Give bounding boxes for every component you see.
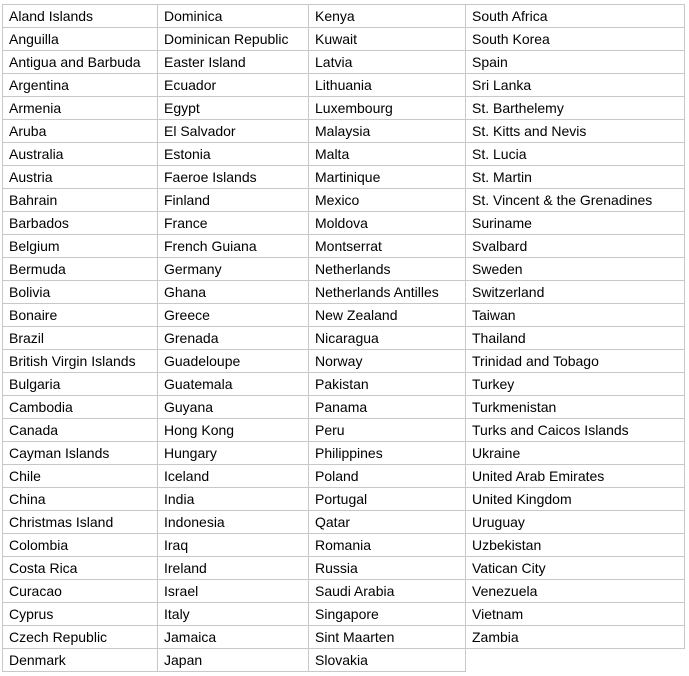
table-row	[3, 649, 685, 672]
country-cell: Ireland	[158, 557, 309, 580]
country-cell: Chile	[3, 465, 158, 488]
country-cell: Peru	[309, 419, 466, 442]
country-cell: Mexico	[309, 189, 466, 212]
table-row	[3, 304, 685, 327]
country-cell: Grenada	[158, 327, 309, 350]
table-row	[3, 534, 685, 557]
table-row	[3, 580, 685, 603]
country-cell: Taiwan	[466, 304, 685, 327]
table-row	[3, 189, 685, 212]
country-cell: Japan	[158, 649, 309, 672]
table-row	[3, 488, 685, 511]
table-row	[3, 5, 685, 28]
country-cell: Belgium	[3, 235, 158, 258]
country-cell: Moldova	[309, 212, 466, 235]
country-cell: Germany	[158, 258, 309, 281]
country-cell: Christmas Island	[3, 511, 158, 534]
country-cell: Bermuda	[3, 258, 158, 281]
country-cell: St. Barthelemy	[466, 97, 685, 120]
country-table-body	[3, 5, 685, 672]
country-cell: Brazil	[3, 327, 158, 350]
table-row	[3, 557, 685, 580]
table-row	[3, 419, 685, 442]
country-cell: Hong Kong	[158, 419, 309, 442]
country-cell: St. Kitts and Nevis	[466, 120, 685, 143]
country-cell: New Zealand	[309, 304, 466, 327]
empty-cell	[466, 649, 685, 672]
country-cell: French Guiana	[158, 235, 309, 258]
country-cell: Trinidad and Tobago	[466, 350, 685, 373]
country-cell: Israel	[158, 580, 309, 603]
country-cell: Iraq	[158, 534, 309, 557]
country-cell: Hungary	[158, 442, 309, 465]
country-cell: South Korea	[466, 28, 685, 51]
country-cell: Pakistan	[309, 373, 466, 396]
country-cell: Italy	[158, 603, 309, 626]
country-cell: Barbados	[3, 212, 158, 235]
country-cell: Cyprus	[3, 603, 158, 626]
country-cell: Faeroe Islands	[158, 166, 309, 189]
country-cell: Easter Island	[158, 51, 309, 74]
country-cell: Bahrain	[3, 189, 158, 212]
table-row	[3, 258, 685, 281]
country-cell: Svalbard	[466, 235, 685, 258]
country-cell: India	[158, 488, 309, 511]
country-cell: Martinique	[309, 166, 466, 189]
country-cell: Turkey	[466, 373, 685, 396]
country-cell: Netherlands	[309, 258, 466, 281]
country-cell: Venezuela	[466, 580, 685, 603]
table-row	[3, 603, 685, 626]
country-cell: Guyana	[158, 396, 309, 419]
country-cell: Indonesia	[158, 511, 309, 534]
country-cell: Finland	[158, 189, 309, 212]
country-cell: Iceland	[158, 465, 309, 488]
country-cell: Ghana	[158, 281, 309, 304]
country-cell: Spain	[466, 51, 685, 74]
country-cell: Romania	[309, 534, 466, 557]
table-row	[3, 626, 685, 649]
country-cell: Canada	[3, 419, 158, 442]
country-cell: Slovakia	[309, 649, 466, 672]
country-cell: Malaysia	[309, 120, 466, 143]
country-cell: Czech Republic	[3, 626, 158, 649]
table-row	[3, 373, 685, 396]
country-cell: Cambodia	[3, 396, 158, 419]
country-cell: South Africa	[466, 5, 685, 28]
country-cell: Anguilla	[3, 28, 158, 51]
country-cell: St. Vincent & the Grenadines	[466, 189, 685, 212]
country-cell: Singapore	[309, 603, 466, 626]
country-cell: Russia	[309, 557, 466, 580]
country-cell: Argentina	[3, 74, 158, 97]
table-row	[3, 327, 685, 350]
country-cell: Philippines	[309, 442, 466, 465]
country-cell: Dominica	[158, 5, 309, 28]
country-cell: Australia	[3, 143, 158, 166]
table-row	[3, 212, 685, 235]
table-row	[3, 396, 685, 419]
country-cell: Ukraine	[466, 442, 685, 465]
table-row	[3, 235, 685, 258]
table-row	[3, 143, 685, 166]
country-cell: United Arab Emirates	[466, 465, 685, 488]
country-cell: Turks and Caicos Islands	[466, 419, 685, 442]
country-cell: Zambia	[466, 626, 685, 649]
table-row	[3, 28, 685, 51]
country-cell: Latvia	[309, 51, 466, 74]
country-cell: Malta	[309, 143, 466, 166]
country-cell: Aruba	[3, 120, 158, 143]
country-cell: St. Lucia	[466, 143, 685, 166]
country-cell: Jamaica	[158, 626, 309, 649]
table-row	[3, 51, 685, 74]
country-cell: Switzerland	[466, 281, 685, 304]
country-cell: France	[158, 212, 309, 235]
country-cell: Cayman Islands	[3, 442, 158, 465]
country-cell: Aland Islands	[3, 5, 158, 28]
country-cell: Luxembourg	[309, 97, 466, 120]
country-cell: Curacao	[3, 580, 158, 603]
table-row	[3, 465, 685, 488]
country-cell: Turkmenistan	[466, 396, 685, 419]
table-row	[3, 74, 685, 97]
country-cell: Uzbekistan	[466, 534, 685, 557]
country-cell: Colombia	[3, 534, 158, 557]
table-row	[3, 97, 685, 120]
country-cell: China	[3, 488, 158, 511]
country-cell: Portugal	[309, 488, 466, 511]
country-cell: Egypt	[158, 97, 309, 120]
country-cell: Bonaire	[3, 304, 158, 327]
table-row	[3, 281, 685, 304]
table-row	[3, 120, 685, 143]
table-row	[3, 442, 685, 465]
country-cell: Denmark	[3, 649, 158, 672]
country-cell: Costa Rica	[3, 557, 158, 580]
country-cell: St. Martin	[466, 166, 685, 189]
country-cell: Austria	[3, 166, 158, 189]
country-cell: El Salvador	[158, 120, 309, 143]
country-cell: Vatican City	[466, 557, 685, 580]
country-cell: Antigua and Barbuda	[3, 51, 158, 74]
country-cell: Kuwait	[309, 28, 466, 51]
country-cell: Montserrat	[309, 235, 466, 258]
country-cell: Guadeloupe	[158, 350, 309, 373]
country-cell: Uruguay	[466, 511, 685, 534]
country-cell: Poland	[309, 465, 466, 488]
country-cell: Nicaragua	[309, 327, 466, 350]
country-cell: Suriname	[466, 212, 685, 235]
country-cell: Bolivia	[3, 281, 158, 304]
country-cell: Panama	[309, 396, 466, 419]
country-cell: Sri Lanka	[466, 74, 685, 97]
country-cell: Sweden	[466, 258, 685, 281]
table-row	[3, 350, 685, 373]
table-row	[3, 511, 685, 534]
country-cell: Qatar	[309, 511, 466, 534]
country-cell: United Kingdom	[466, 488, 685, 511]
country-cell: Sint Maarten	[309, 626, 466, 649]
country-cell: Guatemala	[158, 373, 309, 396]
country-cell: Kenya	[309, 5, 466, 28]
country-cell: Thailand	[466, 327, 685, 350]
country-table	[2, 4, 685, 672]
country-cell: Lithuania	[309, 74, 466, 97]
country-cell: Armenia	[3, 97, 158, 120]
country-cell: Estonia	[158, 143, 309, 166]
country-cell: Vietnam	[466, 603, 685, 626]
country-cell: Ecuador	[158, 74, 309, 97]
country-cell: Bulgaria	[3, 373, 158, 396]
country-cell: Norway	[309, 350, 466, 373]
country-cell: Greece	[158, 304, 309, 327]
country-cell: Dominican Republic	[158, 28, 309, 51]
country-cell: Saudi Arabia	[309, 580, 466, 603]
country-cell: Netherlands Antilles	[309, 281, 466, 304]
table-row	[3, 166, 685, 189]
country-cell: British Virgin Islands	[3, 350, 158, 373]
